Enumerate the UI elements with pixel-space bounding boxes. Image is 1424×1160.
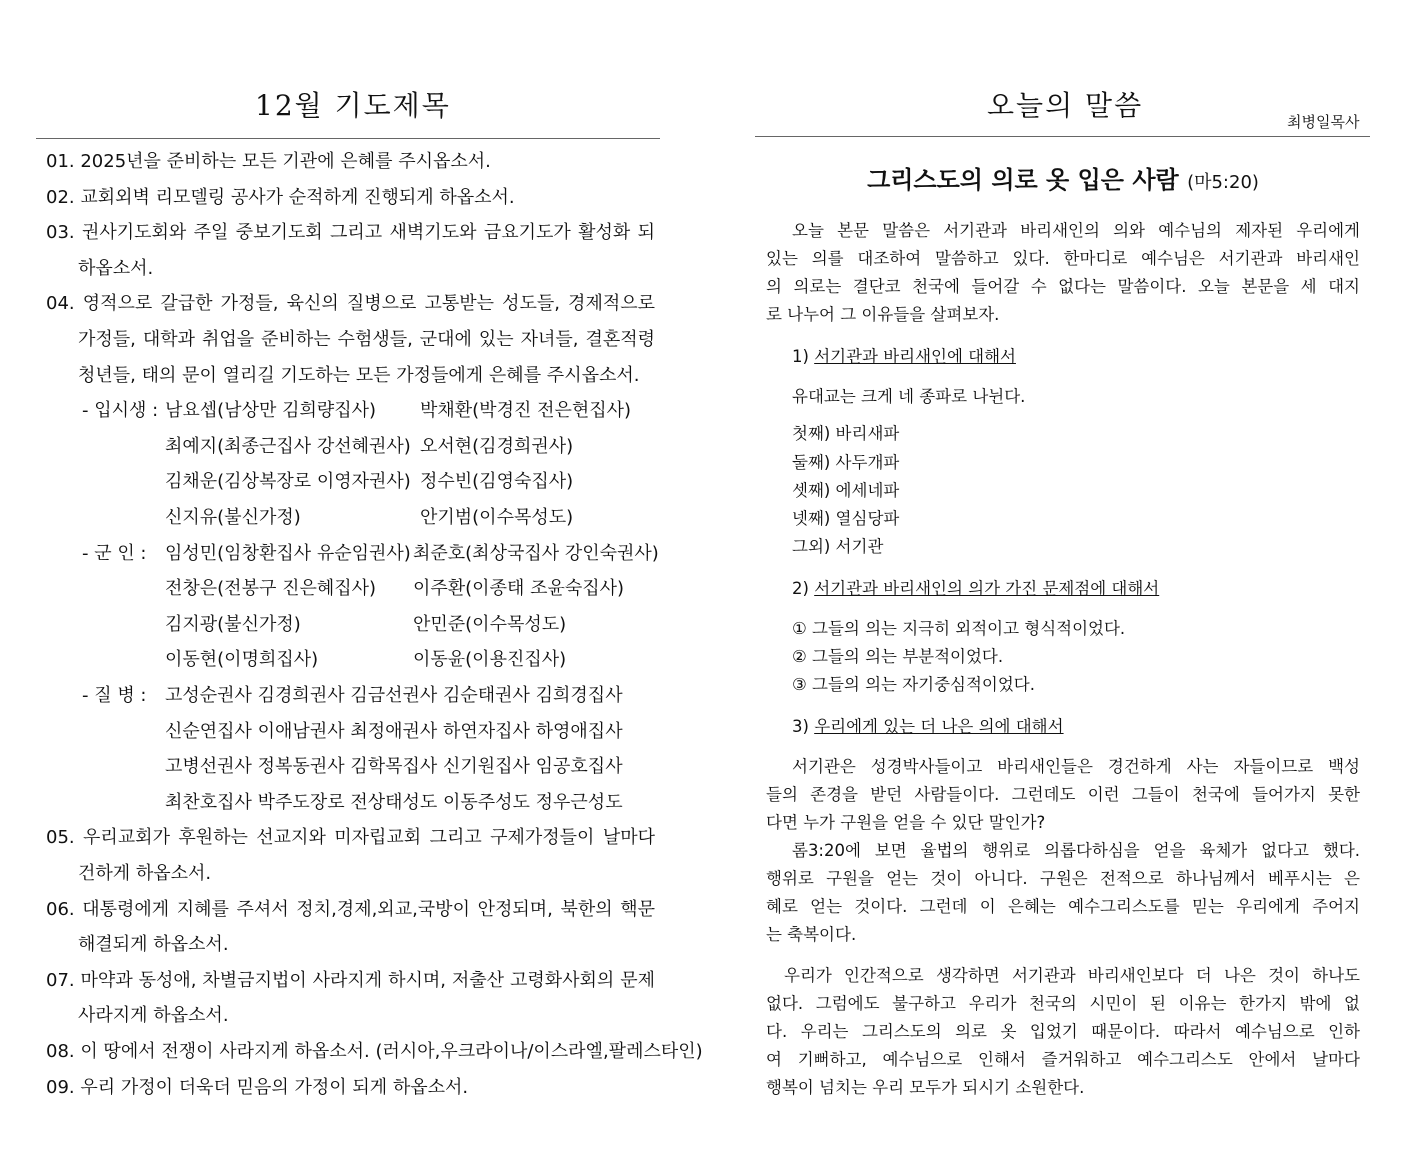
sermon-line: 들의 존경을 받던 사람들이다. 그런데도 이런 그들이 천국에 들어가지 못한 <box>766 785 1360 804</box>
sermon-title: 그리스도의 의로 옷 입은 사람 <box>867 166 1179 194</box>
roster-name: 남요셉(남상만 김희량집사) <box>165 400 377 422</box>
prayer-line: 건하게 하옵소서. <box>78 863 212 884</box>
prayer-line: 07. 마약과 동성애, 차별금지법이 사라지게 하시며, 저출산 고령화사회의 문제 <box>46 969 655 991</box>
sermon-line: 롬3:20에 보면 율법의 행위로 의롭다하심을 얻을 육체가 없다고 했다. <box>792 841 1360 860</box>
prayer-line: 01. 2025년을 준비하는 모든 기관에 은혜를 주시옵소서. <box>46 151 491 172</box>
section-title: 서기관과 바리새인에 대해서 <box>814 347 1016 366</box>
roster-name: 고성순권사 김경희권사 김금선권사 김순태권사 김희경집사 <box>165 685 623 706</box>
sermon-line: 다. 우리는 그리스도의 의로 옷 입었기 때문이다. 따라서 예수님으로 인하 <box>766 1022 1360 1041</box>
section-title: 우리에게 있는 더 나은 의에 대해서 <box>814 717 1064 736</box>
prayer-line: 해결되게 하옵소서. <box>78 934 229 956</box>
right-divider <box>755 136 1370 137</box>
prayer-line: 09. 우리 가정이 더욱더 믿음의 가정이 되게 하옵소서. <box>46 1076 469 1098</box>
roster-label: - 군 인 : <box>82 542 147 564</box>
prayer-line: 08. 이 땅에서 전쟁이 사라지게 하옵소서. (러시아,우크라이나/이스라엘,팔레스타인) <box>46 1041 703 1062</box>
section-title: 서기관과 바리새인의 의가 가진 문제점에 대해서 <box>814 579 1160 598</box>
prayer-line: 하옵소서. <box>78 257 154 279</box>
roster-name: 임성민(임창환집사 유순임권사) <box>165 542 411 564</box>
prayer-line: 05. 우리교회가 후원하는 선교지와 미자립교회 그리고 구제가정들이 날마다 <box>46 827 655 849</box>
sermon-line: 의 의로는 결단코 천국에 들어갈 수 없다는 말씀이다. 오늘 본문을 세 대지 <box>766 277 1360 296</box>
roster-name: 이동윤(이용진집사) <box>413 649 567 671</box>
section-number: 1) <box>792 347 809 366</box>
sermon-line: 로 나누어 그 이유들을 살펴보자. <box>766 305 1000 324</box>
word-title: 오늘의 말씀 <box>987 89 1144 122</box>
prayer-title: 12월 기도제목 <box>255 89 451 122</box>
sermon-line: ③ 그들의 의는 자기중심적이었다. <box>792 675 1035 694</box>
sermon-line: 혜로 얻는 것이다. 그런데 이 은혜는 예수그리스도를 믿는 우리에게 주어지 <box>766 897 1360 916</box>
roster-name: 신순연집사 이애남권사 최정애권사 하연자집사 하영애집사 <box>165 720 623 742</box>
sermon-line: 셋째) 에세네파 <box>792 481 900 500</box>
sermon-line: 여 기뻐하고, 예수님으로 인해서 즐거워하고 예수그리스도 안에서 날마다 <box>766 1050 1360 1069</box>
sermon-line: 유대교는 크게 네 종파로 나뉜다. <box>792 387 1026 406</box>
section-heading <box>792 715 1064 739</box>
prayer-line: 사라지게 하옵소서. <box>78 1005 229 1027</box>
section-heading <box>792 577 1159 601</box>
sermon-line: 행복이 넘치는 우리 모두가 되시기 소원한다. <box>766 1078 1085 1097</box>
roster-name: 오서현(김경희권사) <box>420 435 574 457</box>
roster-label: - 입시생 : <box>82 400 159 422</box>
section-heading <box>792 345 1016 369</box>
sermon-line: 다면 누가 구원을 얻을 수 있단 말인가? <box>766 813 1046 832</box>
author: 최병일목사 <box>1287 113 1360 131</box>
sermon-line: 둘째) 사두개파 <box>792 453 900 472</box>
roster-name: 안민준(이수목성도) <box>413 613 567 635</box>
roster-name: 이주환(이종태 조윤숙집사) <box>413 578 625 600</box>
roster-name: 이동현(이명희집사) <box>165 649 319 671</box>
roster-name: 전창은(전봉구 진은혜집사) <box>165 578 377 600</box>
sermon-line: 그외) 서기관 <box>792 537 884 556</box>
sermon-heading <box>766 162 1360 201</box>
sermon-line: 첫째) 바리새파 <box>792 424 900 443</box>
roster-name: 김채운(김상복장로 이영자권사) <box>165 471 411 493</box>
roster-label: - 질 병 : <box>82 685 147 706</box>
roster-name: 최찬호집사 박주도장로 전상태성도 이동주성도 정우근성도 <box>165 791 623 813</box>
sermon-line: 는 축복이다. <box>766 925 857 944</box>
sermon-line: ② 그들의 의는 부분적이었다. <box>792 647 1004 666</box>
roster-name: 신지유(불신가정) <box>165 507 301 528</box>
sermon-line: 없다. 그럼에도 불구하고 우리가 천국의 시민이 된 이유는 한가지 밖에 없 <box>766 994 1360 1013</box>
left-divider <box>36 138 660 139</box>
roster-name: 김지광(불신가정) <box>165 613 301 635</box>
sermon-line: 오늘 본문 말씀은 서기관과 바리새인의 의와 예수님의 제자된 우리에게 <box>792 221 1360 240</box>
roster-name: 고병선권사 정복동권사 김학목집사 신기원집사 임공호집사 <box>165 756 623 778</box>
sermon-line: 있는 의를 대조하여 말씀하고 있다. 한마디로 예수님은 서기관과 바리새인 <box>766 249 1360 268</box>
sermon-line: 넷째) 열심당파 <box>792 509 900 528</box>
sermon-line: ① 그들의 의는 지극히 외적이고 형식적이었다. <box>792 619 1126 638</box>
prayer-line: 03. 권사기도회와 주일 중보기도회 그리고 새벽기도와 금요기도가 활성화 되 <box>46 222 655 244</box>
section-number: 2) <box>792 579 809 598</box>
prayer-line: 06. 대통령에게 지혜를 주셔서 정치,경제,외교,국방이 안정되며, 북한의 핵문 <box>46 898 655 920</box>
sermon-reference: (마5:20) <box>1187 172 1259 193</box>
prayer-line: 가정들, 대학과 취업을 준비하는 수험생들, 군대에 있는 자녀들, 결혼적령 <box>78 329 655 350</box>
roster-name: 최예지(최종근집사 강선혜권사) <box>165 435 411 457</box>
prayer-line: 02. 교회외벽 리모델링 공사가 순적하게 진행되게 하옵소서. <box>46 186 515 208</box>
prayer-line: 04. 영적으로 갈급한 가정들, 육신의 질병으로 고통받는 성도들, 경제적으로 <box>46 293 655 315</box>
prayer-line: 청년들, 태의 문이 열리길 기도하는 모든 가정들에게 은혜를 주시옵소서. <box>78 364 640 386</box>
sermon-line: 행위로 구원을 얻는 것이 아니다. 구원은 전적으로 하나님께서 베푸시는 은 <box>766 869 1360 888</box>
sermon-line: 우리가 인간적으로 생각하면 서기관과 바리새인보다 더 나은 것이 하나도 <box>784 966 1360 985</box>
sermon-line: 서기관은 성경박사들이고 바리새인들은 경건하게 사는 자들이므로 백성 <box>792 757 1360 776</box>
roster-name: 박채환(박경진 전은현집사) <box>420 400 632 422</box>
roster-name: 정수빈(김영숙집사) <box>420 471 574 493</box>
roster-name: 안기범(이수목성도) <box>420 507 574 528</box>
section-number: 3) <box>792 717 809 736</box>
roster-name: 최준호(최상국집사 강인숙권사) <box>413 542 659 564</box>
